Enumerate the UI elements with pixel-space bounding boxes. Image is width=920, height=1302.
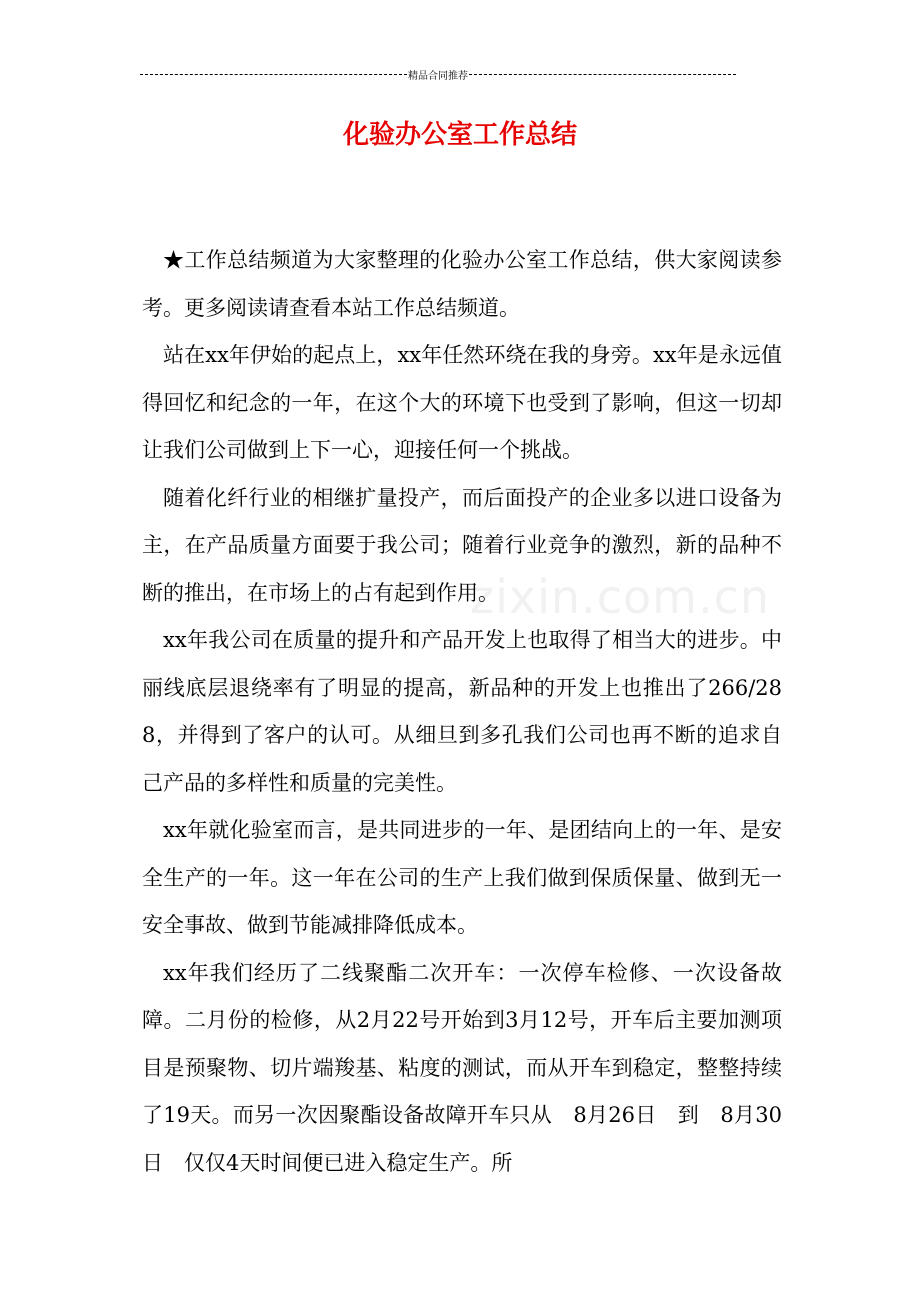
document-body xyxy=(142,237,782,1187)
header-label: 精品合同推荐 xyxy=(408,71,468,82)
paragraph-lab-year: xx年就化验室而言，是共同进步的一年、是团结向上的一年、是安全生产的一年。这一年在公司的生产上我们做到保质保量、做到无一安全事故、做到节能减排降低成本。 xyxy=(142,818,782,937)
watermark: zixin.com.cn xyxy=(470,570,771,624)
document-title: 化验办公室工作总结 xyxy=(342,120,577,150)
paragraph-opening: 站在xx年伊始的起点上，xx年任然环绕在我的身旁。xx年是永远值得回忆和纪念的一年，在这个大的环境下也受到了影响，但这一切却让我们公司做到上下一心，迎接任何一个挑战。 xyxy=(142,343,782,462)
header-dash-left xyxy=(140,74,407,75)
header-dash-right xyxy=(469,74,736,75)
page-header xyxy=(140,67,736,82)
paragraph-industry: 随着化纤行业的相继扩量投产，而后面投产的企业多以进口设备为主，在产品质量方面要于我公司；随着行业竞争的激烈，新的品种不断的推出，在市场上的占有起到作用。 xyxy=(142,485,782,605)
paragraph-intro: ★工作总结频道为大家整理的化验办公室工作总结，供大家阅读参考。更多阅读请查看本站工作总结频道。 xyxy=(142,248,782,320)
paragraph-restart: xx年我们经历了二线聚酯二次开车：一次停车检修、一次设备故障。二月份的检修，从2月22号开始到3月12号，开车后主要加测项目是预聚物、切片端羧基、粘度的测试，而从开车到稳定，整整持续了19天。而另一次因聚酯设备故障开车只从 8月26日 到 8月30日 仅仅4天时间便已进入稳定生产。所 xyxy=(142,960,782,1175)
paragraph-quality: xx年我公司在质量的提升和产品开发上也取得了相当大的进步。中丽线底层退绕率有了明显的提高，新品种的开发上也推出了266/288，并得到了客户的认可。从细旦到多孔我们公司也再不断的追求自己产品的多样性和质量的完美性。 xyxy=(142,628,782,795)
